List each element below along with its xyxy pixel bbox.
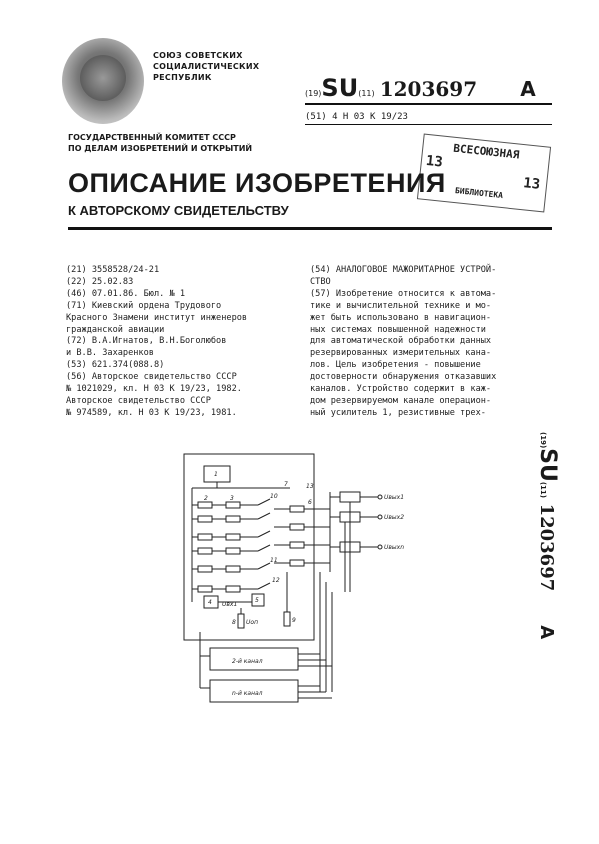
abstract-line: (57) Изобретение относится к автома- (310, 288, 497, 299)
biblio-line: (22) 25.02.83 (66, 276, 134, 287)
country: SU (321, 74, 359, 102)
resistor-row-4 (192, 586, 258, 592)
committee-line: ГОСУДАРСТВЕННЫЙ КОМИТЕТ СССР (68, 133, 236, 142)
biblio-line: (71) Киевский ордена Трудового (66, 300, 222, 311)
stamp-line: 13 (522, 175, 541, 193)
biblio-line: Авторское свидетельство СССР (66, 395, 211, 406)
stamp-line: БИБЛИОТЕКА (454, 186, 504, 201)
biblio-line: и В.В. Захаренков (66, 348, 154, 359)
patent-number: 1203697 (536, 503, 557, 592)
biblio-line: (56) Авторское свидетельство СССР (66, 372, 237, 383)
output-1-label: Uвых1 (384, 494, 405, 501)
node-label: 5 (255, 597, 259, 604)
country-code: (19) (305, 89, 322, 98)
abstract-line: достоверности обнаружения отказавших (310, 372, 497, 383)
publication-number (305, 74, 536, 102)
union-name (153, 50, 259, 83)
abstract-line: жет быть использовано в навигацион- (310, 312, 492, 323)
abstract-line: для автоматической обработки данных (310, 336, 492, 347)
resistor-row-1 (192, 502, 258, 522)
circuit-diagram (180, 452, 420, 712)
abstract-line: ный усилитель 1, резистивные трех- (310, 407, 486, 418)
node-label: 13 (306, 483, 314, 490)
resistor-row-2 (192, 534, 258, 554)
biblio-line: гражданской авиации (66, 324, 165, 335)
abstract-line: каналов. Устройство содержит в каж- (310, 384, 492, 395)
abstract-line: дом резервируемом канале операцион- (310, 395, 492, 406)
union-line: СОЮЗ СОВЕТСКИХ (153, 51, 243, 60)
output-2-label: Uвых2 (384, 514, 405, 521)
number-code: (11) (539, 481, 547, 498)
node-label: 3 (230, 495, 234, 502)
title-rule (68, 227, 552, 230)
output-n-label: Uвыхn (384, 544, 405, 551)
node-label: 6 (308, 499, 312, 506)
abstract-line: тике и вычислительной технике и мо- (310, 300, 492, 311)
channel2-label: 2-й канал (232, 658, 263, 665)
node-label: 8 (232, 619, 236, 626)
node-label: 4 (208, 599, 212, 606)
node-label: 2 (204, 495, 208, 502)
number-rule (305, 103, 552, 105)
abstract-line: резервированных измерительных кана- (310, 348, 492, 359)
number-code: (11) (358, 89, 375, 98)
abstract (310, 265, 555, 420)
vertical-patent-number (535, 432, 564, 672)
biblio-line: (72) В.А.Игнатов, В.Н.Боголюбов (66, 336, 227, 347)
biblio-line: (21) 3558528/24-21 (66, 265, 160, 275)
node-label: 1 (214, 471, 218, 478)
reference-label: Uоп (246, 619, 258, 626)
biblio-line: (53) 621.374(088.8) (66, 360, 165, 371)
channeln-label: n-й канал (232, 690, 263, 697)
biblio-line: (46) 07.01.86. Бюл. № 1 (66, 288, 185, 299)
document-title: ОПИСАНИЕ ИЗОБРЕТЕНИЯ (68, 168, 446, 198)
emblem-globe-icon (80, 55, 126, 101)
kind-code: A (520, 77, 536, 101)
node-label: 10 (270, 493, 278, 500)
biblio-line: № 974589, кл. Н 03 К 19/23, 1981. (66, 407, 237, 418)
stamp-line: 13 (425, 152, 444, 171)
country-code: (19) (539, 432, 547, 449)
stamp-line: ВСЕСОЮЗНАЯ (452, 141, 520, 162)
abstract-line: ных системах повышенной надежности (310, 324, 486, 335)
bibliographic-data (66, 265, 301, 420)
node-label: 7 (284, 481, 288, 488)
union-line: СОЦИАЛИСТИЧЕСКИХ (153, 62, 260, 71)
ipc-rule (305, 124, 552, 125)
node-label: 9 (292, 617, 296, 624)
ipc-class: (51) 4 H 03 K 19/23 (305, 112, 408, 122)
abstract-line: СТВО (310, 276, 331, 287)
union-line: РЕСПУБЛИК (153, 73, 212, 82)
committee-line: ПО ДЕЛАМ ИЗОБРЕТЕНИЙ И ОТКРЫТИЙ (68, 144, 253, 153)
biblio-line: № 1021029, кл. Н 03 К 19/23, 1982. (66, 384, 242, 395)
country: SU (535, 448, 560, 482)
input-label: Uвх1 (222, 601, 238, 608)
committee (68, 132, 252, 154)
biblio-line: Красного Знамени институт инженеров (66, 312, 248, 323)
resistor-row-3 (192, 566, 258, 572)
abstract-line: лов. Цель изобретения - повышение (310, 360, 481, 371)
abstract-line: (54) АНАЛОГОВОЕ МАЖОРИТАРНОЕ УСТРОЙ- (310, 265, 497, 275)
node-label: 11 (270, 557, 278, 564)
output-amp-1 (340, 492, 360, 502)
patent-number: 1203697 (379, 77, 478, 101)
node-label: 12 (272, 577, 280, 584)
kind-code: A (536, 625, 557, 640)
document-subtitle: К АВТОРСКОМУ СВИДЕТЕЛЬСТВУ (68, 203, 289, 218)
